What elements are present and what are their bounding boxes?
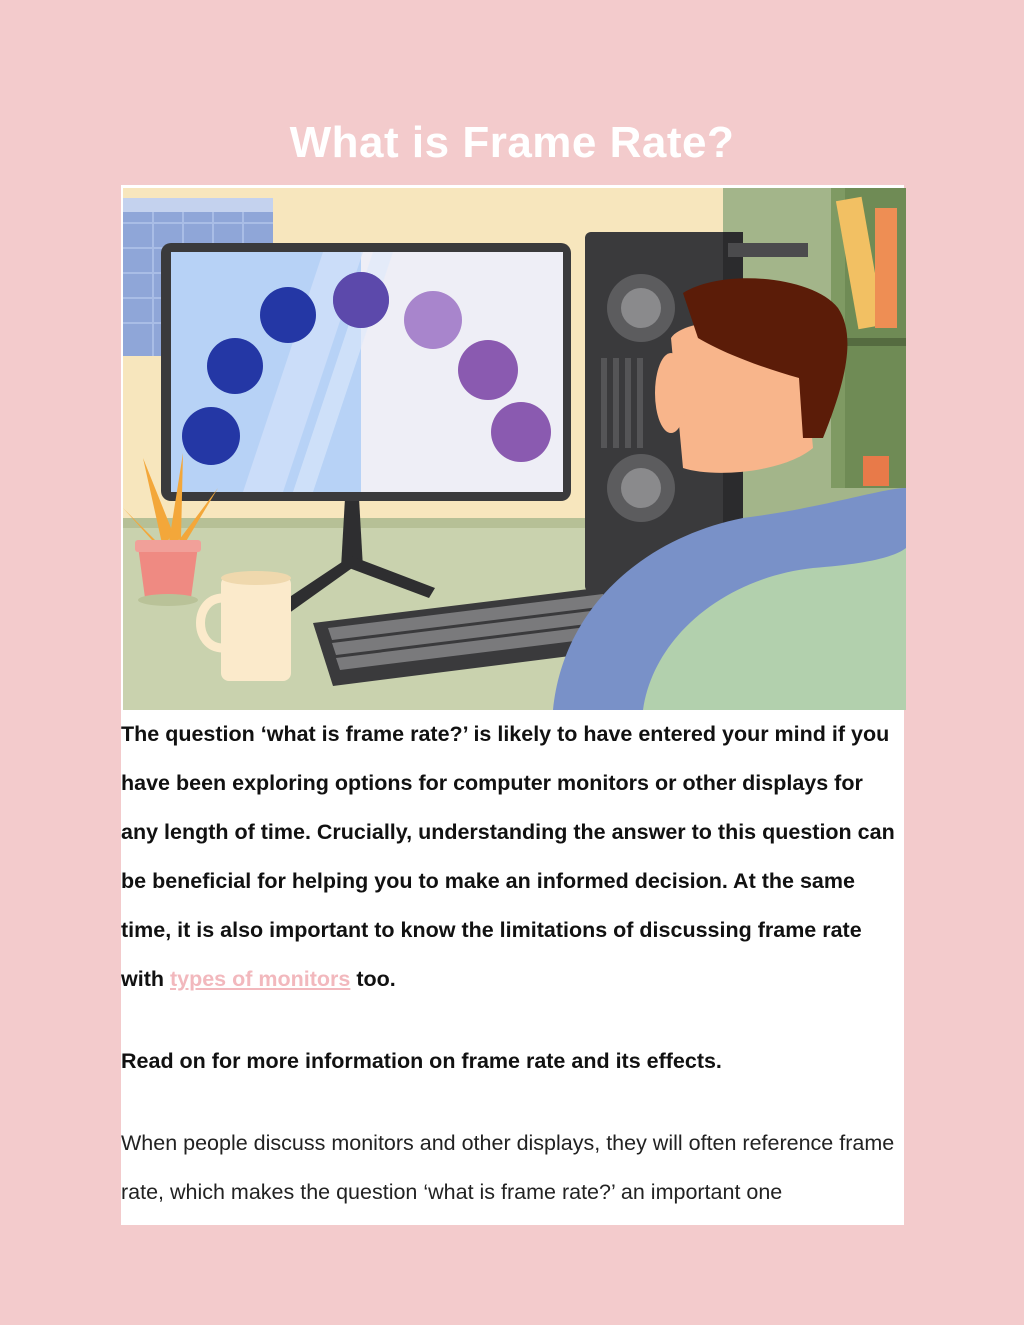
page-title: What is Frame Rate? bbox=[289, 118, 735, 167]
intro-text-end: too. bbox=[350, 967, 396, 991]
article-body bbox=[121, 710, 904, 1217]
body-paragraph: When people discuss monitors and other displays, they will often reference frame rate, which makes the question ‘what is frame rate?’ an important one bbox=[121, 1131, 895, 1204]
intro-text: The question ‘what is frame rate?’ is likely to have entered your mind if you have been exploring options for computer monitors or other displays for any length of time. Crucially, understanding the answer to this question can be beneficial for helping you to make an informed decision. At the same time, it is also important to know the limitations of discussing frame rate with bbox=[121, 722, 895, 991]
intro-paragraph bbox=[121, 710, 904, 1004]
article-card bbox=[121, 185, 904, 1225]
person-at-computer-illustration bbox=[123, 188, 906, 710]
read-on-paragraph: Read on for more information on frame rate and its effects. bbox=[121, 1049, 722, 1073]
types-of-monitors-link[interactable]: types of monitors bbox=[169, 967, 351, 991]
